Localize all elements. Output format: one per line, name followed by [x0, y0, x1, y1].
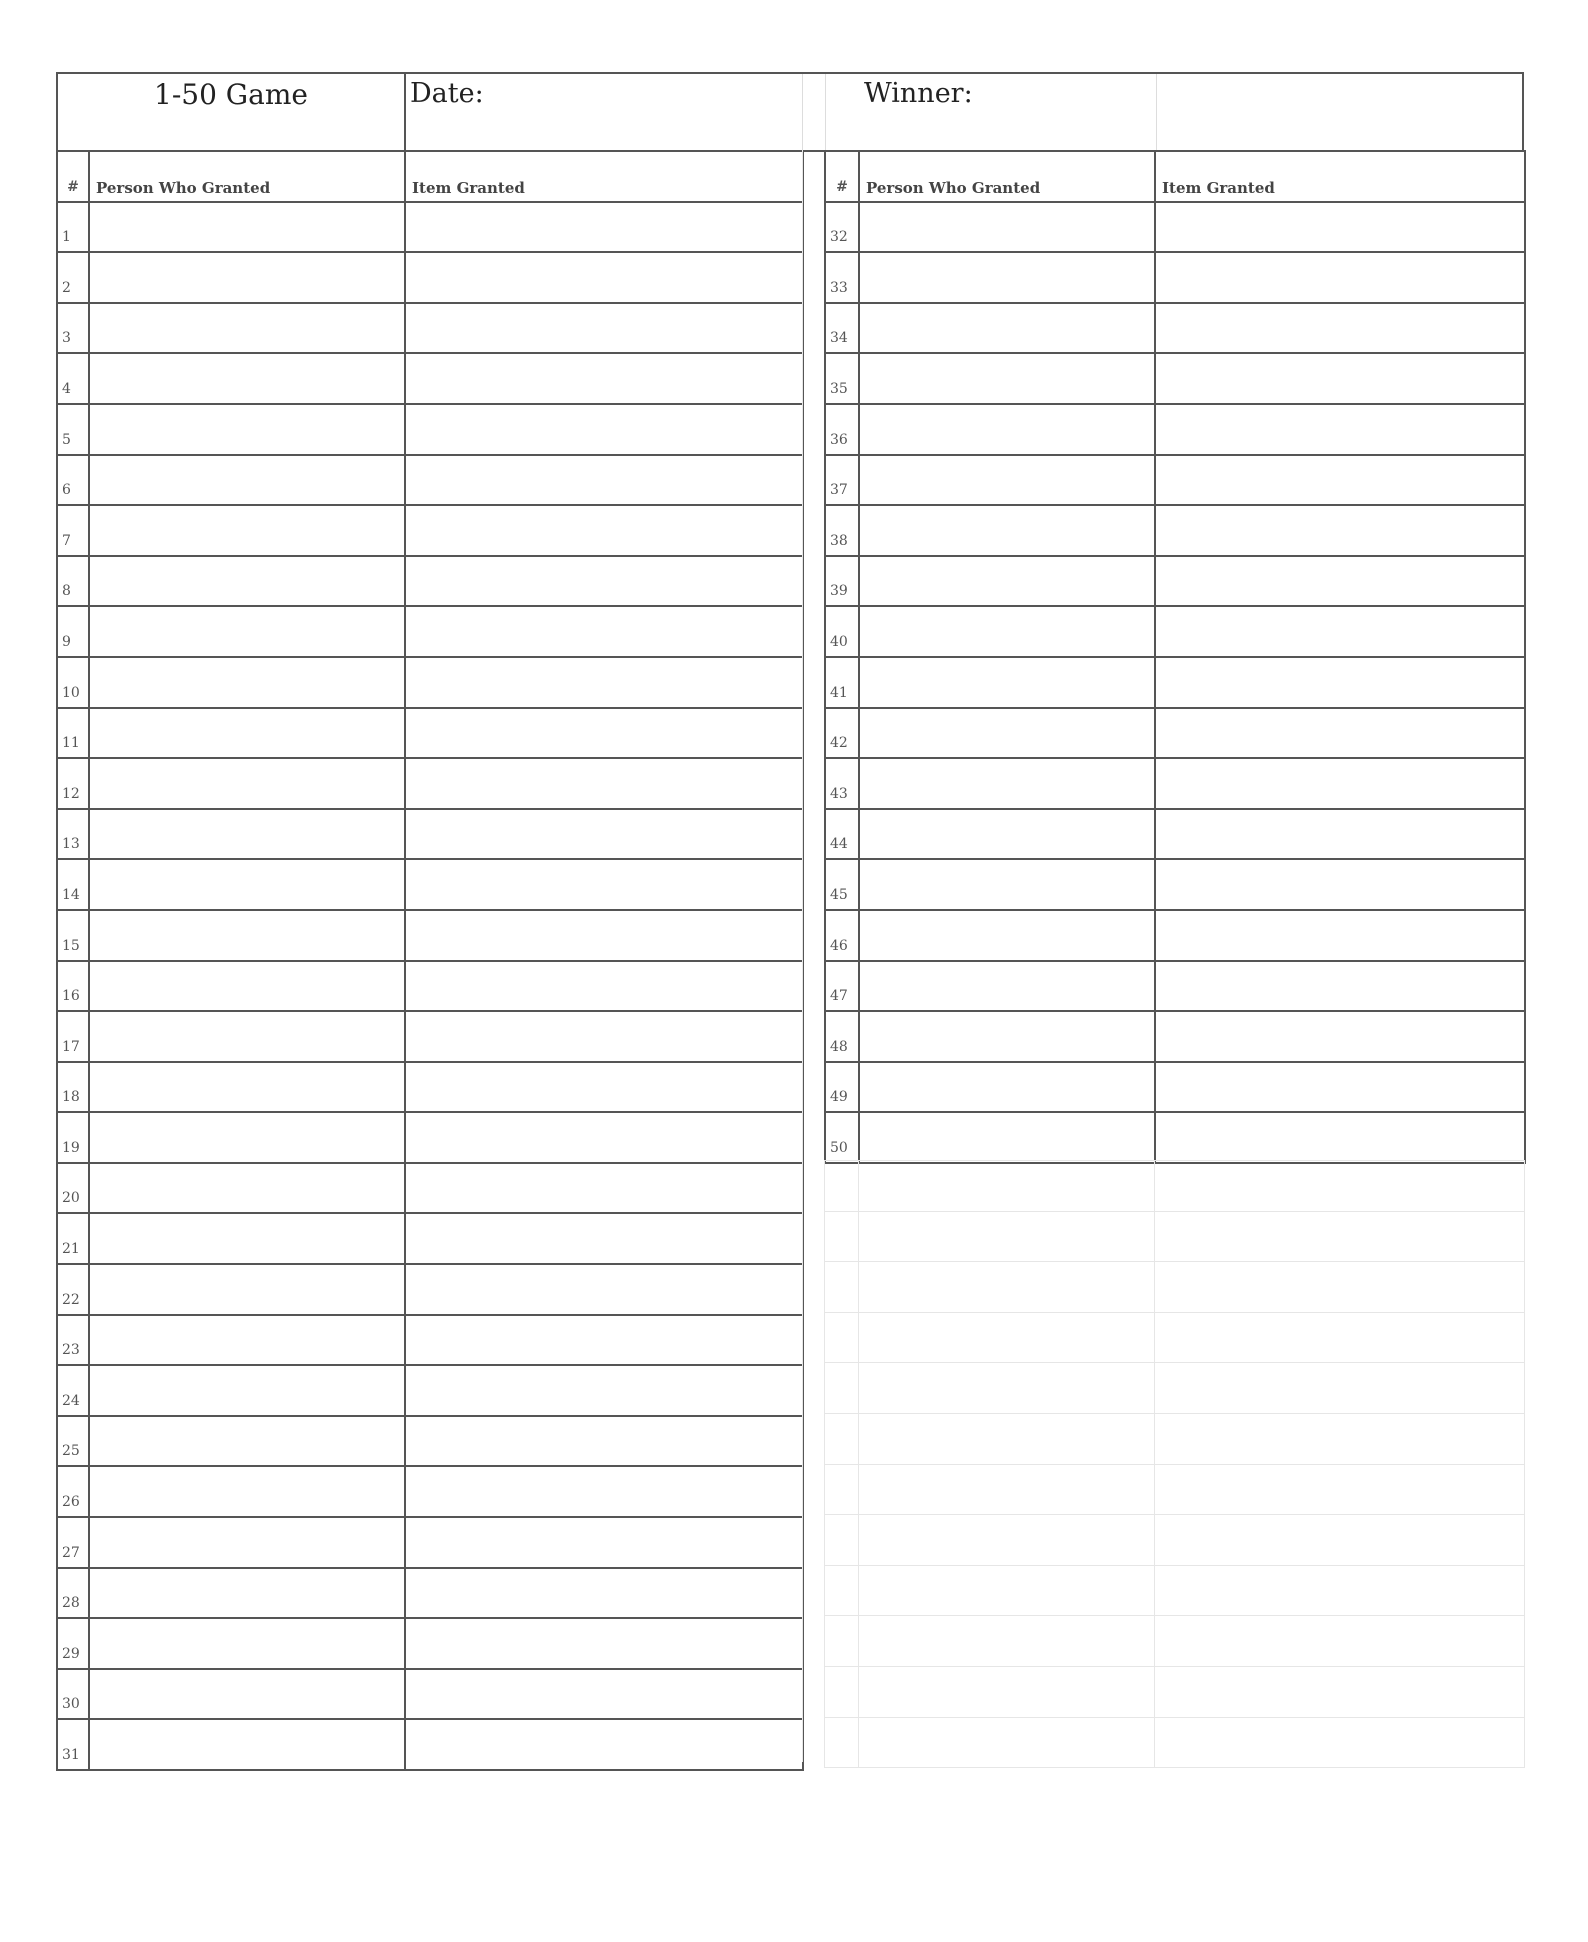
ghost-row [825, 1616, 1525, 1667]
row-number: 5 [57, 404, 89, 455]
table-row [57, 1011, 803, 1062]
column-header-person: Person Who Granted [89, 151, 405, 202]
item-cell[interactable] [405, 556, 803, 607]
ghost-cell [825, 1413, 859, 1464]
row-number: 11 [57, 708, 89, 759]
row-number: 22 [57, 1264, 89, 1315]
person-cell[interactable] [859, 1062, 1155, 1113]
ghost-cell [1155, 1565, 1525, 1616]
ghost-cell [1155, 1616, 1525, 1667]
table-row [825, 606, 1525, 657]
ghost-cell [859, 1161, 1155, 1212]
right-header-row [825, 151, 1525, 202]
table-row [825, 303, 1525, 354]
ghost-cell [859, 1666, 1155, 1717]
person-cell[interactable] [89, 353, 405, 404]
table-row [57, 303, 803, 354]
row-number: 48 [825, 1011, 859, 1062]
person-cell[interactable] [859, 455, 1155, 506]
ghost-cell [825, 1312, 859, 1363]
person-cell[interactable] [89, 202, 405, 253]
ghost-row [825, 1363, 1525, 1414]
item-cell[interactable] [1155, 455, 1525, 506]
item-cell[interactable] [405, 1112, 803, 1163]
table-row [57, 455, 803, 506]
left-entry-table [56, 150, 804, 1771]
person-cell[interactable] [89, 1213, 405, 1264]
item-cell[interactable] [1155, 353, 1525, 404]
row-number: 45 [825, 859, 859, 910]
person-cell[interactable] [89, 1011, 405, 1062]
ghost-row [825, 1413, 1525, 1464]
person-cell[interactable] [859, 202, 1155, 253]
item-cell[interactable] [405, 657, 803, 708]
ghost-cell [1155, 1363, 1525, 1414]
row-number: 37 [825, 455, 859, 506]
person-cell[interactable] [89, 859, 405, 910]
item-cell[interactable] [405, 1264, 803, 1315]
ghost-cell [825, 1565, 859, 1616]
person-cell[interactable] [859, 859, 1155, 910]
row-number: 25 [57, 1416, 89, 1467]
person-cell[interactable] [89, 606, 405, 657]
row-number: 12 [57, 758, 89, 809]
person-cell[interactable] [89, 252, 405, 303]
table-row [57, 1062, 803, 1113]
row-number: 46 [825, 910, 859, 961]
item-cell[interactable] [405, 961, 803, 1012]
left-header-row [57, 151, 803, 202]
person-cell[interactable] [89, 303, 405, 354]
person-cell[interactable] [89, 758, 405, 809]
column-header-person: Person Who Granted [859, 151, 1155, 202]
item-cell[interactable] [1155, 252, 1525, 303]
column-header-num: # [825, 151, 859, 202]
winner-label: Winner: [864, 78, 973, 109]
header-divider-light [802, 74, 803, 150]
row-number: 42 [825, 708, 859, 759]
row-number: 7 [57, 505, 89, 556]
score-sheet [56, 72, 1524, 1762]
right-entry-table [824, 150, 1526, 1164]
table-row [57, 1213, 803, 1264]
column-header-item: Item Granted [1155, 151, 1525, 202]
table-row [57, 809, 803, 860]
item-cell[interactable] [405, 809, 803, 860]
person-cell[interactable] [859, 809, 1155, 860]
item-cell[interactable] [1155, 1011, 1525, 1062]
row-number: 21 [57, 1213, 89, 1264]
ghost-cell [859, 1262, 1155, 1313]
table-row [57, 1568, 803, 1619]
item-cell[interactable] [405, 455, 803, 506]
item-cell[interactable] [1155, 1062, 1525, 1113]
ghost-cell [825, 1464, 859, 1515]
item-cell[interactable] [405, 1669, 803, 1720]
ghost-cell [825, 1717, 859, 1768]
table-row [57, 1163, 803, 1214]
ghost-cell [1155, 1717, 1525, 1768]
table-row [57, 1416, 803, 1467]
person-cell[interactable] [89, 1315, 405, 1366]
person-cell[interactable] [89, 1466, 405, 1517]
item-cell[interactable] [405, 1062, 803, 1113]
item-cell[interactable] [405, 1719, 803, 1770]
table-row [57, 252, 803, 303]
header-divider [404, 74, 406, 150]
header-divider-light [1156, 74, 1157, 150]
row-number: 4 [57, 353, 89, 404]
table-row [825, 859, 1525, 910]
table-row [57, 202, 803, 253]
person-cell[interactable] [89, 404, 405, 455]
person-cell[interactable] [89, 556, 405, 607]
ghost-cell [1155, 1312, 1525, 1363]
item-cell[interactable] [405, 1011, 803, 1062]
table-row [57, 606, 803, 657]
item-cell[interactable] [1155, 910, 1525, 961]
item-cell[interactable] [1155, 606, 1525, 657]
table-row [825, 353, 1525, 404]
table-row [57, 353, 803, 404]
header-divider-light [825, 74, 826, 150]
header-row [56, 72, 1524, 152]
person-cell[interactable] [859, 910, 1155, 961]
table-row [57, 1618, 803, 1669]
ghost-cell [859, 1717, 1155, 1768]
person-cell[interactable] [89, 1719, 405, 1770]
ghost-cell [1155, 1262, 1525, 1313]
item-cell[interactable] [1155, 1112, 1525, 1163]
ghost-cell [859, 1464, 1155, 1515]
table-row [57, 1719, 803, 1770]
person-cell[interactable] [89, 1365, 405, 1416]
person-cell[interactable] [859, 606, 1155, 657]
ghost-cell [825, 1262, 859, 1313]
table-row [57, 758, 803, 809]
item-cell[interactable] [1155, 303, 1525, 354]
table-row [825, 657, 1525, 708]
item-cell[interactable] [405, 910, 803, 961]
table-row [57, 859, 803, 910]
row-number: 31 [57, 1719, 89, 1770]
person-cell[interactable] [89, 1264, 405, 1315]
table-row [57, 961, 803, 1012]
table-row [57, 1517, 803, 1568]
column-header-num: # [57, 151, 89, 202]
person-cell[interactable] [859, 708, 1155, 759]
ghost-cell [825, 1515, 859, 1566]
gap-line [802, 150, 803, 1762]
table-row [825, 961, 1525, 1012]
person-cell[interactable] [859, 961, 1155, 1012]
person-cell[interactable] [859, 353, 1155, 404]
row-number: 39 [825, 556, 859, 607]
ghost-cell [859, 1363, 1155, 1414]
table-row [825, 1112, 1525, 1163]
row-number: 24 [57, 1365, 89, 1416]
row-number: 23 [57, 1315, 89, 1366]
item-cell[interactable] [405, 252, 803, 303]
row-number: 40 [825, 606, 859, 657]
table-row [825, 809, 1525, 860]
table-row [57, 1669, 803, 1720]
ghost-cell [825, 1363, 859, 1414]
ghost-row [825, 1666, 1525, 1717]
person-cell[interactable] [859, 1011, 1155, 1062]
ghost-row [825, 1515, 1525, 1566]
ghost-cell [825, 1161, 859, 1212]
ghost-cell [859, 1616, 1155, 1667]
row-number: 32 [825, 202, 859, 253]
item-cell[interactable] [405, 859, 803, 910]
person-cell[interactable] [859, 505, 1155, 556]
row-number: 20 [57, 1163, 89, 1214]
row-number: 38 [825, 505, 859, 556]
item-cell[interactable] [405, 202, 803, 253]
row-number: 13 [57, 809, 89, 860]
item-cell[interactable] [1155, 809, 1525, 860]
person-cell[interactable] [859, 252, 1155, 303]
item-cell[interactable] [405, 708, 803, 759]
person-cell[interactable] [89, 1416, 405, 1467]
table-row [825, 202, 1525, 253]
table-row [825, 1011, 1525, 1062]
person-cell[interactable] [89, 1062, 405, 1113]
table-row [825, 1062, 1525, 1113]
ghost-cell [1155, 1161, 1525, 1212]
ghost-row [825, 1464, 1525, 1515]
table-row [825, 404, 1525, 455]
item-cell[interactable] [405, 758, 803, 809]
row-number: 1 [57, 202, 89, 253]
ghost-cell [1155, 1211, 1525, 1262]
row-number: 3 [57, 303, 89, 354]
row-number: 50 [825, 1112, 859, 1163]
table-row [57, 657, 803, 708]
ghost-row [825, 1565, 1525, 1616]
row-number: 26 [57, 1466, 89, 1517]
person-cell[interactable] [89, 961, 405, 1012]
person-cell[interactable] [859, 404, 1155, 455]
ghost-row [825, 1262, 1525, 1313]
table-row [825, 708, 1525, 759]
item-cell[interactable] [405, 505, 803, 556]
item-cell[interactable] [405, 404, 803, 455]
item-cell[interactable] [405, 353, 803, 404]
row-number: 17 [57, 1011, 89, 1062]
person-cell[interactable] [859, 657, 1155, 708]
table-row [57, 708, 803, 759]
row-number: 41 [825, 657, 859, 708]
person-cell[interactable] [89, 1669, 405, 1720]
ghost-cell [859, 1413, 1155, 1464]
person-cell[interactable] [89, 910, 405, 961]
person-cell[interactable] [89, 455, 405, 506]
item-cell[interactable] [405, 1466, 803, 1517]
person-cell[interactable] [89, 505, 405, 556]
person-cell[interactable] [89, 1163, 405, 1214]
table-row [825, 505, 1525, 556]
item-cell[interactable] [1155, 758, 1525, 809]
table-row [825, 910, 1525, 961]
item-cell[interactable] [1155, 505, 1525, 556]
table-row [57, 556, 803, 607]
row-number: 33 [825, 252, 859, 303]
ghost-cell [859, 1312, 1155, 1363]
row-number: 28 [57, 1568, 89, 1619]
item-cell[interactable] [405, 1163, 803, 1214]
person-cell[interactable] [89, 1517, 405, 1568]
ghost-cell [1155, 1464, 1525, 1515]
table-row [57, 1264, 803, 1315]
row-number: 49 [825, 1062, 859, 1113]
row-number: 27 [57, 1517, 89, 1568]
row-number: 34 [825, 303, 859, 354]
item-cell[interactable] [405, 1416, 803, 1467]
table-row [57, 1315, 803, 1366]
item-cell[interactable] [405, 606, 803, 657]
item-cell[interactable] [405, 1315, 803, 1366]
item-cell[interactable] [405, 1365, 803, 1416]
table-row [57, 404, 803, 455]
ghost-cell [1155, 1666, 1525, 1717]
item-cell[interactable] [1155, 404, 1525, 455]
item-cell[interactable] [1155, 202, 1525, 253]
row-number: 35 [825, 353, 859, 404]
table-row [825, 455, 1525, 506]
item-cell[interactable] [405, 303, 803, 354]
table-row [825, 556, 1525, 607]
row-number: 8 [57, 556, 89, 607]
table-row [57, 1112, 803, 1163]
ghost-cell [1155, 1515, 1525, 1566]
row-number: 44 [825, 809, 859, 860]
ghost-row [825, 1211, 1525, 1262]
person-cell[interactable] [859, 303, 1155, 354]
ghost-cell [859, 1515, 1155, 1566]
row-number: 10 [57, 657, 89, 708]
item-cell[interactable] [405, 1517, 803, 1568]
ghost-cell [1155, 1413, 1525, 1464]
person-cell[interactable] [89, 1112, 405, 1163]
person-cell[interactable] [89, 1618, 405, 1669]
table-row [825, 758, 1525, 809]
row-number: 36 [825, 404, 859, 455]
ghost-cell [825, 1666, 859, 1717]
ghost-row [825, 1717, 1525, 1768]
table-row [57, 1466, 803, 1517]
person-cell[interactable] [89, 708, 405, 759]
ghost-cell [825, 1616, 859, 1667]
item-cell[interactable] [1155, 556, 1525, 607]
row-number: 16 [57, 961, 89, 1012]
ghost-grid [824, 1160, 1525, 1768]
item-cell[interactable] [405, 1213, 803, 1264]
person-cell[interactable] [89, 809, 405, 860]
ghost-row [825, 1312, 1525, 1363]
row-number: 18 [57, 1062, 89, 1113]
person-cell[interactable] [859, 1112, 1155, 1163]
date-label: Date: [410, 78, 484, 109]
row-number: 29 [57, 1618, 89, 1669]
table-row [57, 1365, 803, 1416]
row-number: 19 [57, 1112, 89, 1163]
row-number: 15 [57, 910, 89, 961]
item-cell[interactable] [1155, 657, 1525, 708]
person-cell[interactable] [859, 758, 1155, 809]
table-row [57, 910, 803, 961]
ghost-row [825, 1161, 1525, 1212]
item-cell[interactable] [1155, 708, 1525, 759]
row-number: 43 [825, 758, 859, 809]
row-number: 2 [57, 252, 89, 303]
row-number: 9 [57, 606, 89, 657]
item-cell[interactable] [1155, 859, 1525, 910]
row-number: 14 [57, 859, 89, 910]
person-cell[interactable] [89, 657, 405, 708]
row-number: 6 [57, 455, 89, 506]
item-cell[interactable] [1155, 961, 1525, 1012]
column-header-item: Item Granted [405, 151, 803, 202]
ghost-cell [859, 1565, 1155, 1616]
ghost-cell [859, 1211, 1155, 1262]
table-row [825, 252, 1525, 303]
item-cell[interactable] [405, 1618, 803, 1669]
person-cell[interactable] [859, 556, 1155, 607]
ghost-cell [825, 1211, 859, 1262]
row-number: 47 [825, 961, 859, 1012]
row-number: 30 [57, 1669, 89, 1720]
item-cell[interactable] [405, 1568, 803, 1619]
person-cell[interactable] [89, 1568, 405, 1619]
sheet-title: 1-50 Game [154, 78, 308, 111]
table-row [57, 505, 803, 556]
